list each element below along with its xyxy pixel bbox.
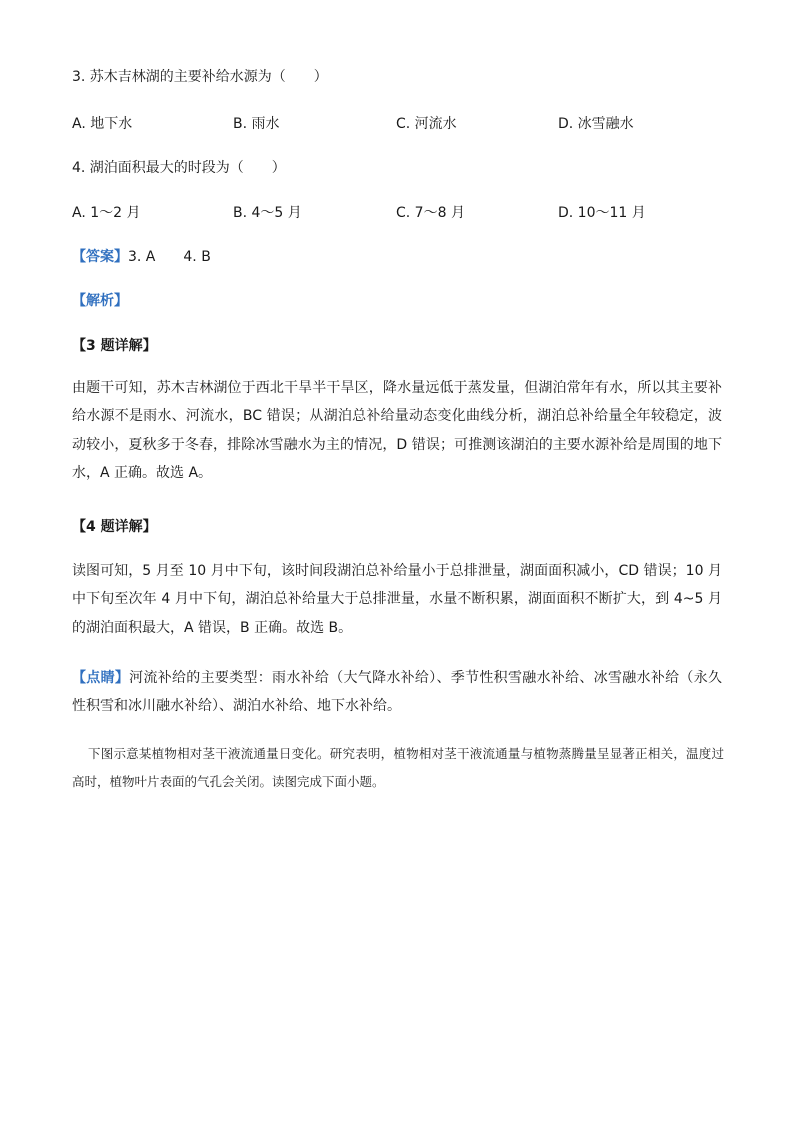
question-3-stem: 3. 苏木吉林湖的主要补给水源为（ ） — [72, 69, 328, 85]
answer-text: 3. A 4. B — [128, 249, 211, 265]
q4-option-d: D. 10～11 月 — [558, 205, 646, 221]
q4-option-c: C. 7～8 月 — [396, 205, 465, 221]
q4-option-a: A. 1～2 月 — [72, 205, 141, 221]
q3-option-c: C. 河流水 — [396, 116, 457, 132]
q3-option-b: B. 雨水 — [233, 116, 280, 132]
question-4-stem: 4. 湖泊面积最大的时段为（ ） — [72, 160, 286, 176]
tip-paragraph — [72, 664, 722, 721]
answer-line — [72, 246, 211, 266]
tip-text: 河流补给的主要类型：雨水补给（大气降水补给）、季节性积雪融水补给、冰雪融水补给（永久性积雪和冰川融水补给）、湖泊水补给、地下水补给。 — [72, 670, 722, 715]
detail-4-text: 读图可知，5 月至 10 月中下旬，该时间段湖泊总补给量小于总排泄量，湖面面积减小，CD 错误；10 月中下旬至次年 4 月中下旬，湖泊总补给量大于总排泄量，水量不断积累，湖面面积不断扩大，到 4~5 月的湖泊面积最大，A 错误，B 正确。故选 B。 — [72, 563, 722, 636]
q4-option-b: B. 4～5 月 — [233, 205, 302, 221]
analysis-tag: 【解析】 — [72, 293, 128, 309]
tip-tag: 【点睛】 — [72, 670, 130, 686]
q3-option-a: A. 地下水 — [72, 116, 133, 132]
detail-3-tag: 【3 题详解】 — [72, 338, 157, 354]
answer-tag: 【答案】 — [72, 249, 128, 265]
next-question-intro: 下图示意某植物相对茎干液流通量日变化。研究表明，植物相对茎干液流通量与植物蒸腾量呈显著正相关，温度过高时，植物叶片表面的气孔会关闭。读图完成下面小题。 — [72, 746, 724, 789]
q3-option-d: D. 冰雪融水 — [558, 116, 634, 132]
detail-4-tag: 【4 题详解】 — [72, 519, 157, 535]
detail-3-text: 由题干可知，苏木吉林湖位于西北干旱半干旱区，降水量远低于蒸发量，但湖泊常年有水，所以其主要补给水源不是雨水、河流水，BC 错误；从湖泊总补给量动态变化曲线分析，湖泊总补给量全年较稳定，波动较小，夏秋多于冬春，排除冰雪融水为主的情况，D 错误；可推测该湖泊的主要水源补给是周围的地下水，A 正确。故选 A。 — [72, 380, 722, 481]
